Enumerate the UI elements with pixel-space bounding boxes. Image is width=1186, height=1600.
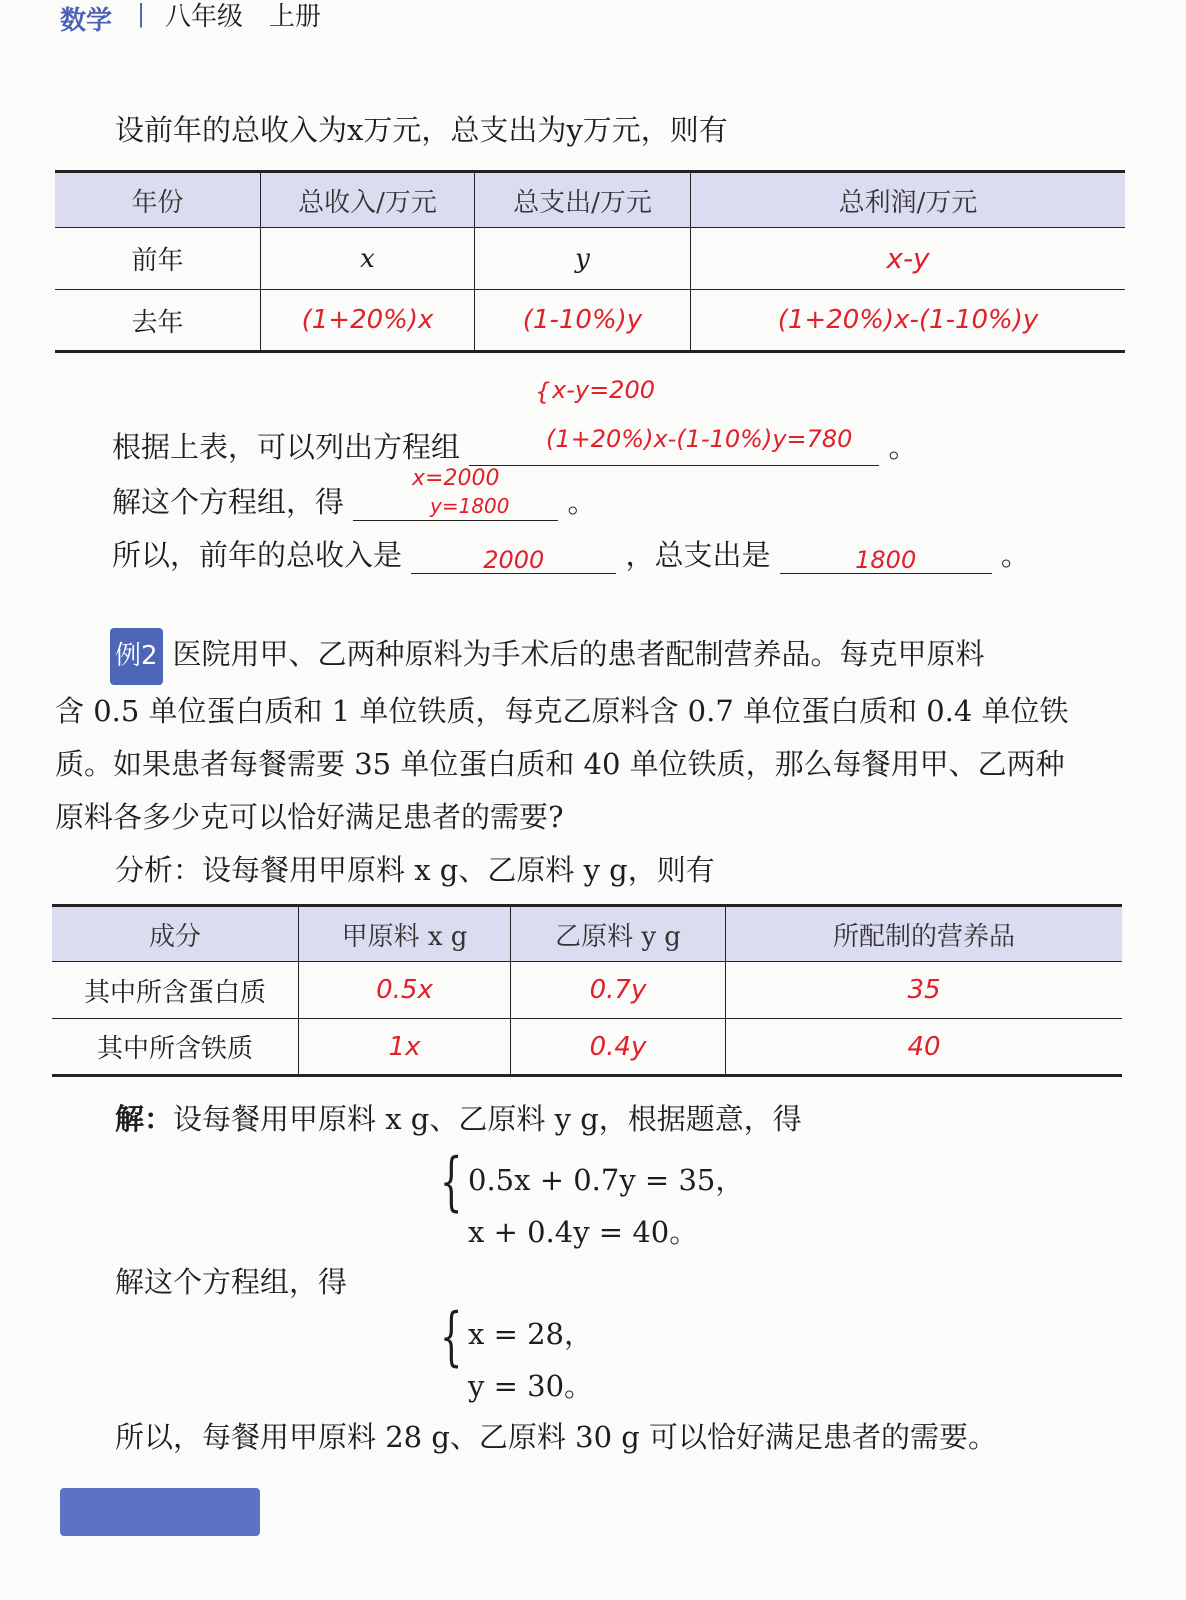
so-line xyxy=(112,533,1030,574)
solve-line xyxy=(112,480,596,521)
handwritten-cell: (1-10%)y xyxy=(475,290,691,352)
header-separator: | xyxy=(137,0,146,28)
problem-line: 医院用甲、乙两种原料为手术后的患者配制营养品。每克甲原料 xyxy=(172,637,985,671)
handwritten-cell: 1x xyxy=(299,1019,511,1076)
so-prefix: 所以，前年的总收入是 xyxy=(112,538,403,572)
solve-prefix: 解这个方程组，得 xyxy=(112,485,345,519)
table-header: 成分 xyxy=(52,906,299,962)
so-mid: ，总支出是 xyxy=(625,538,771,572)
grade-label: 八年级 上册 xyxy=(165,2,322,32)
table-cell: x xyxy=(261,228,475,290)
handwritten-cell: 35 xyxy=(726,962,1123,1019)
system2-eq1: x = 28， xyxy=(468,1317,593,1351)
system-brace: { xyxy=(440,1300,463,1374)
problem-line: 原料各多少克可以恰好满足患者的需要? xyxy=(55,800,564,834)
so-suffix: 。 xyxy=(1000,538,1030,572)
system1-eq1: 0.5x + 0.7y = 35， xyxy=(468,1163,745,1197)
handwritten-cell: 40 xyxy=(726,1019,1123,1076)
table-cell: 其中所含铁质 xyxy=(52,1019,299,1076)
handwritten-cell: 0.4y xyxy=(511,1019,726,1076)
example2-problem xyxy=(55,628,1130,844)
income-table xyxy=(55,170,1125,353)
table-header: 总支出/万元 xyxy=(475,172,691,228)
table-header: 甲原料 x g xyxy=(299,906,511,962)
example-badge: 例2 xyxy=(110,628,163,685)
table-header: 所配制的营养品 xyxy=(726,906,1123,962)
solution-line xyxy=(115,1097,802,1138)
intro-text: 设前年的总收入为x万元，总支出为y万元，则有 xyxy=(115,113,728,147)
problem-line: 含 0.5 单位蛋白质和 1 单位铁质，每克乙原料含 0.7 单位蛋白质和 0.4 单位铁 xyxy=(55,694,1069,728)
expense-answer: 1800 xyxy=(855,546,917,574)
system2-eq2: y = 30。 xyxy=(468,1369,594,1403)
table-cell: 前年 xyxy=(55,228,261,290)
handwritten-sol: x=2000 xyxy=(412,466,500,491)
income-answer: 2000 xyxy=(483,546,545,574)
handwritten-brace: { xyxy=(535,378,551,406)
handwritten-cell: 0.7y xyxy=(511,962,726,1019)
solution-label: 解： xyxy=(115,1102,174,1136)
table-cell: y xyxy=(475,228,691,290)
solution-text: 设每餐用甲原料 x g、乙原料 y g，根据题意，得 xyxy=(173,1102,802,1136)
handwritten-cell: (1+20%)x xyxy=(261,290,475,352)
handwritten-cell: (1+20%)x-(1-10%)y xyxy=(691,290,1126,352)
conclusion-text: 所以，每餐用甲原料 28 g、乙原料 30 g 可以恰好满足患者的需要。 xyxy=(115,1420,998,1454)
handwritten-cell: 0.5x xyxy=(299,962,511,1019)
equation-suffix: 。 xyxy=(888,430,918,464)
subject-label: 数学 xyxy=(60,6,113,36)
table-header: 乙原料 y g xyxy=(511,906,726,962)
equation-prefix: 根据上表，可以列出方程组 xyxy=(112,430,461,464)
solve-text: 解这个方程组，得 xyxy=(115,1265,348,1299)
analysis-text: 分析：设每餐用甲原料 x g、乙原料 y g，则有 xyxy=(115,853,715,887)
income-blank xyxy=(411,541,616,574)
table-header: 总利润/万元 xyxy=(691,172,1126,228)
table-header: 总收入/万元 xyxy=(261,172,475,228)
footer-decoration xyxy=(60,1488,260,1536)
handwritten-eq: (1+20%)x-(1-10%)y=780 xyxy=(546,425,853,453)
system1-eq2: x + 0.4y = 40。 xyxy=(468,1215,699,1249)
handwritten-cell: x-y xyxy=(691,228,1126,290)
table-cell: 其中所含蛋白质 xyxy=(52,962,299,1019)
handwritten-eq: x-y=200 xyxy=(552,376,655,404)
table-cell: 去年 xyxy=(55,290,261,352)
problem-line: 质。如果患者每餐需要 35 单位蛋白质和 40 单位铁质，那么每餐用甲、乙两种 xyxy=(55,747,1065,781)
expense-blank xyxy=(780,541,992,574)
table-header: 年份 xyxy=(55,172,261,228)
handwritten-sol: y=1800 xyxy=(430,494,510,518)
system-brace: { xyxy=(440,1145,463,1219)
nutrition-table xyxy=(52,904,1122,1077)
solve-suffix: 。 xyxy=(567,485,597,519)
